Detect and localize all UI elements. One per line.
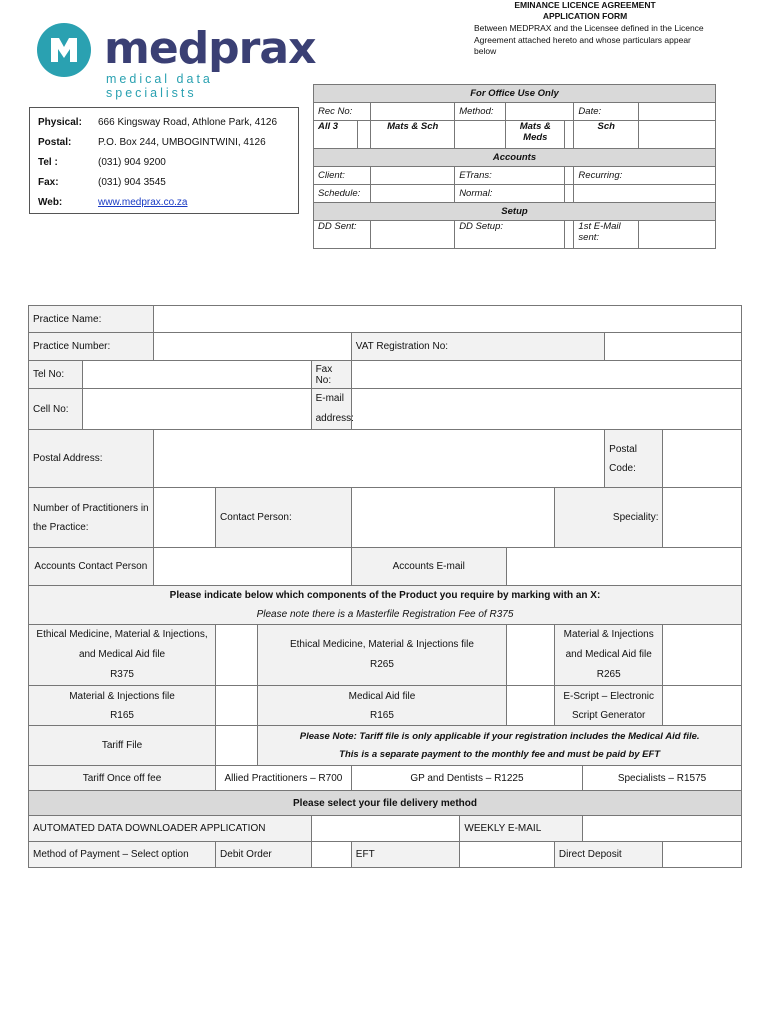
vat-label: VAT Registration No: <box>351 333 604 361</box>
practice-number-label: Practice Number: <box>29 333 154 361</box>
eft-checkbox[interactable] <box>460 842 555 868</box>
option-mats-medaid-price: R265 <box>596 669 621 680</box>
client-label: Client: <box>314 167 371 185</box>
option-escript-checkbox[interactable] <box>663 686 742 726</box>
option-ethical-text: Ethical Medicine, Material & Injections file <box>289 639 474 650</box>
option-escript-label: E-Script – Electronic Script Generator <box>554 686 663 726</box>
form-title-line1: EMINANCE LICENCE AGREEMENT <box>514 0 656 10</box>
sch-field[interactable] <box>639 121 716 149</box>
option-ethical-price: R265 <box>370 659 394 670</box>
email-sent-label: 1st E-Mail sent: <box>574 221 639 249</box>
option-mats-medaid-text: Material & Injections and Medical Aid file <box>563 629 654 660</box>
option-mats-text: Material & Injections file <box>69 690 175 702</box>
postal-label: Postal: <box>38 136 72 148</box>
option-medaid-label <box>258 686 506 726</box>
option-ethical-checkbox[interactable] <box>506 625 554 686</box>
email-field[interactable] <box>351 389 741 430</box>
accounts-contact-field[interactable] <box>153 548 351 586</box>
rec-no-field[interactable] <box>371 103 455 121</box>
etrans-field[interactable] <box>565 167 574 185</box>
fax-no-label: Fax No: <box>311 361 351 389</box>
accounts-email-field[interactable] <box>506 548 741 586</box>
option-full-price: R375 <box>110 669 134 680</box>
option-medaid-price: R165 <box>370 709 394 721</box>
option-medaid-checkbox[interactable] <box>506 686 554 726</box>
option-mats-checkbox[interactable] <box>216 686 258 726</box>
option-mats-medaid-label <box>554 625 663 686</box>
specialists-option[interactable]: Specialists – R1575 <box>583 766 742 791</box>
debit-order-checkbox[interactable] <box>311 842 351 868</box>
option-ethical-label <box>258 625 506 686</box>
rec-no-label: Rec No: <box>314 103 371 121</box>
recurring-label: Recurring: <box>574 167 716 185</box>
option-mats-medaid-checkbox[interactable] <box>663 625 742 686</box>
tariff-once-label: Tariff Once off fee <box>29 766 216 791</box>
tariff-note-line1: Please Note: Tariff file is only applicable if your registration includes the Medical Aid file. <box>299 730 700 742</box>
schedule-label: Schedule: <box>314 185 371 203</box>
mats-sch-label: Mats & Sch <box>371 121 455 149</box>
components-instruction: Please indicate below which components of the Product you require by marking with an X: <box>169 590 601 601</box>
weekly-email-label: WEEKLY E-MAIL <box>460 816 583 842</box>
application-form-table <box>28 305 742 868</box>
dd-sent-field[interactable] <box>371 221 455 249</box>
mats-meds-field[interactable] <box>565 121 574 149</box>
vat-field[interactable] <box>605 333 742 361</box>
tariff-file-checkbox[interactable] <box>216 726 258 766</box>
contact-person-field[interactable] <box>351 488 554 548</box>
weekly-email-checkbox[interactable] <box>583 816 742 842</box>
logo-wordmark: medprax <box>104 23 316 74</box>
mats-sch-field[interactable] <box>455 121 506 149</box>
components-heading <box>29 586 742 625</box>
sch-label: Sch <box>574 121 639 149</box>
automated-checkbox[interactable] <box>311 816 460 842</box>
date-field[interactable] <box>639 103 716 121</box>
accounts-email-label: Accounts E-mail <box>351 548 506 586</box>
option-medaid-text: Medical Aid file <box>348 690 416 702</box>
medprax-logo-icon <box>36 22 92 78</box>
dd-sent-label: DD Sent: <box>314 221 371 249</box>
postal-address-field[interactable] <box>153 430 604 488</box>
tel-no-field[interactable] <box>83 361 311 389</box>
tariff-file-label: Tariff File <box>29 726 216 766</box>
postal-value: P.O. Box 244, UMBOGINTWINI, 4126 <box>98 136 266 148</box>
mats-meds-label: Mats & Meds <box>506 121 565 149</box>
all3-label: All 3 <box>314 121 358 149</box>
physical-value: 666 Kingsway Road, Athlone Park, 4126 <box>98 116 278 128</box>
direct-deposit-label: Direct Deposit <box>554 842 663 868</box>
office-use-table <box>313 84 716 249</box>
num-practitioners-field[interactable] <box>153 488 215 548</box>
postal-code-field[interactable] <box>663 430 742 488</box>
accounts-heading: Accounts <box>314 149 716 167</box>
contact-box <box>29 107 299 214</box>
method-label: Method: <box>455 103 506 121</box>
cell-no-field[interactable] <box>83 389 311 430</box>
practice-name-label: Practice Name: <box>29 306 154 333</box>
eft-label: EFT <box>351 842 460 868</box>
dd-setup-label: DD Setup: <box>455 221 565 249</box>
form-intro: Between MEDPRAX and the Licensee defined in the Licence Agreement attached hereto and whose particulars appear below <box>474 23 704 56</box>
direct-deposit-checkbox[interactable] <box>663 842 742 868</box>
postal-address-label: Postal Address: <box>29 430 154 488</box>
fax-value: (031) 904 3545 <box>98 176 166 188</box>
form-title <box>470 0 700 22</box>
speciality-field[interactable] <box>663 488 742 548</box>
web-link[interactable]: www.medprax.co.za <box>98 196 188 208</box>
recurring-field[interactable] <box>574 185 716 203</box>
etrans-label: ETrans: <box>455 167 565 185</box>
option-full-label <box>29 625 216 686</box>
schedule-field[interactable] <box>371 185 455 203</box>
practice-name-field[interactable] <box>153 306 741 333</box>
tel-label: Tel : <box>38 156 58 168</box>
option-mats-label <box>29 686 216 726</box>
date-label: Date: <box>574 103 639 121</box>
physical-label: Physical: <box>38 116 82 128</box>
email-sent-field[interactable] <box>639 221 716 249</box>
tel-no-label: Tel No: <box>29 361 83 389</box>
delivery-heading: Please select your file delivery method <box>29 791 742 816</box>
accounts-contact-label: Accounts Contact Person <box>29 548 154 586</box>
fax-label: Fax: <box>38 176 59 188</box>
option-mats-price: R165 <box>110 709 134 721</box>
email-label: E-mail address: <box>311 389 351 430</box>
setup-heading: Setup <box>314 203 716 221</box>
postal-code-label: Postal Code: <box>605 430 663 488</box>
all3-field[interactable] <box>357 121 371 149</box>
option-full-text: Ethical Medicine, Material & Injections, and Medical Aid file <box>36 629 208 660</box>
option-full-checkbox[interactable] <box>216 625 258 686</box>
dd-setup-field[interactable] <box>565 221 574 249</box>
medprax-logo <box>36 22 316 100</box>
fax-no-field[interactable] <box>351 361 741 389</box>
contact-person-label: Contact Person: <box>216 488 352 548</box>
allied-option[interactable]: Allied Practitioners – R700 <box>216 766 352 791</box>
num-practitioners-label: Number of Practitioners in the Practice: <box>29 488 154 548</box>
client-field[interactable] <box>371 167 455 185</box>
masterfile-note: Please note there is a Masterfile Registration Fee of R375 <box>256 609 514 620</box>
logo-tagline: medical data specialists <box>106 72 213 100</box>
automated-label: AUTOMATED DATA DOWNLOADER APPLICATION <box>29 816 312 842</box>
speciality-label: Speciality: <box>554 488 663 548</box>
web-label: Web: <box>38 196 63 208</box>
cell-no-label: Cell No: <box>29 389 83 430</box>
payment-method-label: Method of Payment – Select option <box>29 842 216 868</box>
tel-value: (031) 904 9200 <box>98 156 166 168</box>
form-title-line2: APPLICATION FORM <box>542 11 628 21</box>
gp-option[interactable]: GP and Dentists – R1225 <box>351 766 582 791</box>
normal-label: Normal: <box>455 185 565 203</box>
tariff-note <box>258 726 742 766</box>
practice-number-field[interactable] <box>153 333 351 361</box>
normal-field[interactable] <box>565 185 574 203</box>
method-field[interactable] <box>506 103 574 121</box>
debit-order-label: Debit Order <box>216 842 312 868</box>
tariff-note-line2: This is a separate payment to the monthly fee and must be paid by EFT <box>339 748 661 760</box>
office-use-heading: For Office Use Only <box>314 85 716 103</box>
